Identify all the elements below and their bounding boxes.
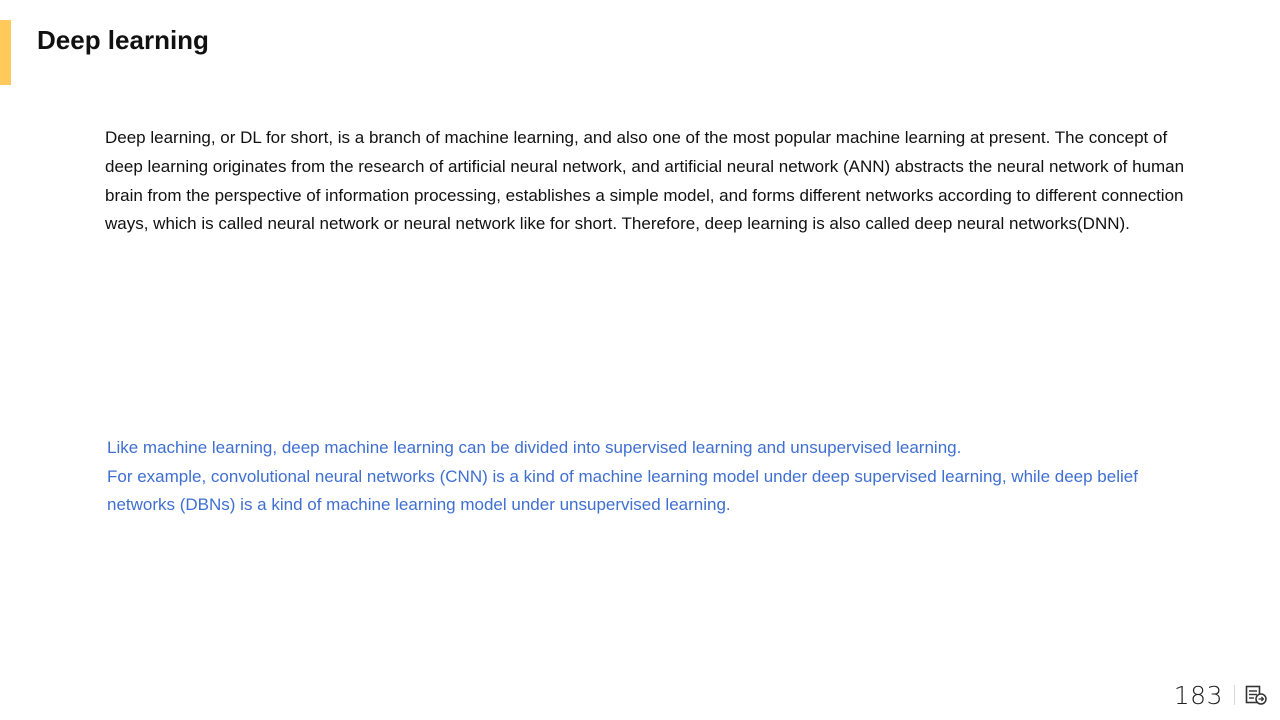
slide-footer — [1174, 680, 1267, 710]
note-line-example: For example, convolutional neural networks (CNN) is a kind of machine learning model under deep supervised learning, while deep belief networks (DBNs) is a kind of machine learning model under unsupervised learning. — [107, 466, 1138, 515]
page-number: 183 — [1173, 680, 1223, 710]
footer-divider — [1234, 685, 1235, 705]
title-accent-bar — [0, 20, 11, 85]
body-paragraph: Deep learning, or DL for short, is a branch of machine learning, and also one of the most popular machine learning at present. The concept of deep learning originates from the research of artificial neural network, and artificial neural network (ANN) abstracts the neural network of human brain from the perspective of information processing, establishes a simple model, and forms different networks according to different connection ways, which is called neural network or neural network like for short. Therefore, deep learning is also called deep neural networks(DNN). — [105, 128, 1185, 234]
speaker-notes-icon[interactable] — [1245, 685, 1267, 705]
note-line-supervised: Like machine learning, deep machine learning can be divided into supervised learning and unsupervised learning. — [107, 438, 962, 457]
slide-title: Deep learning — [37, 25, 209, 55]
highlighted-note — [107, 434, 1192, 520]
